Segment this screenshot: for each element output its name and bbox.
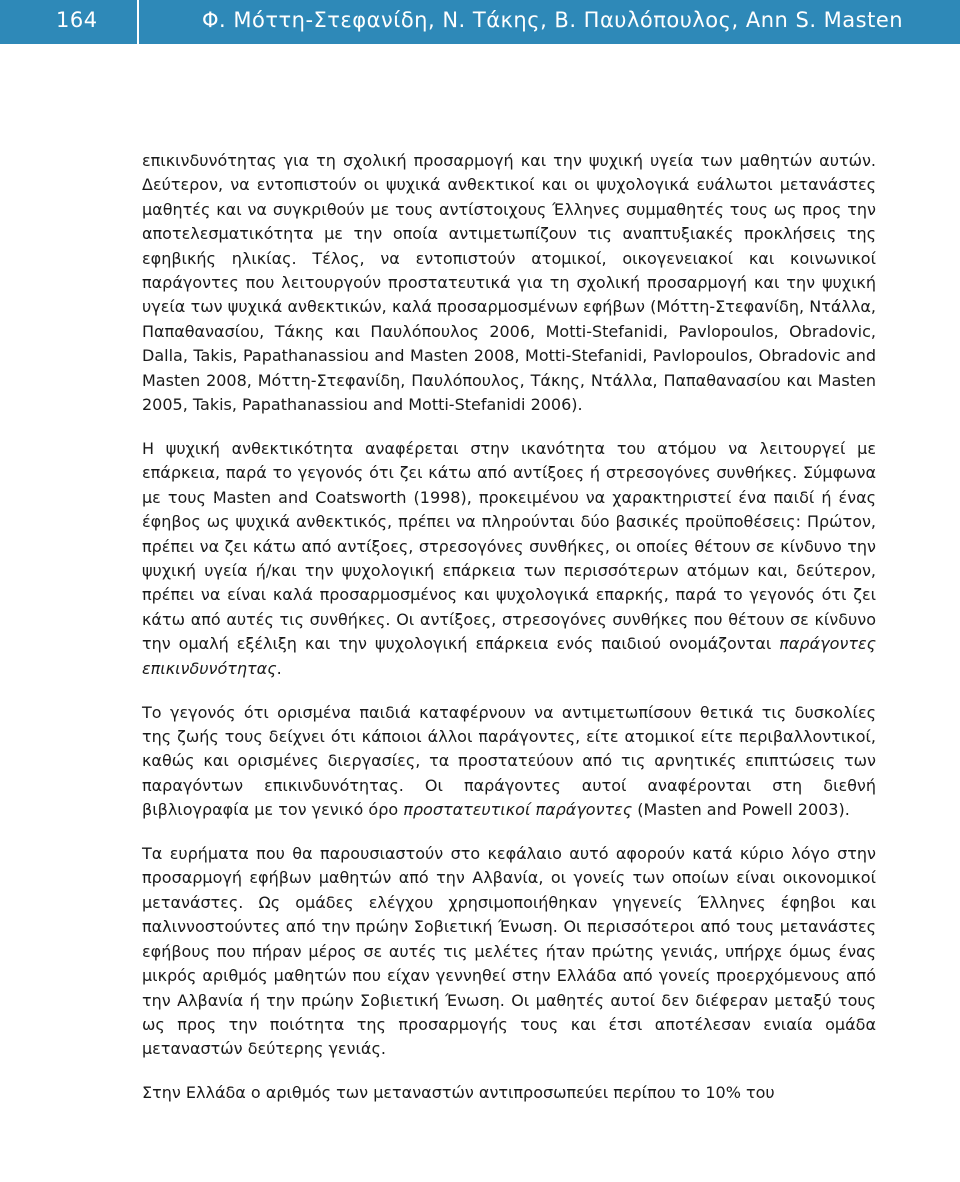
paragraph-3-emphasis: προστατευτικοί παράγοντες	[403, 800, 633, 820]
paragraph-2-emphasis: παράγοντες επικινδυνότητας	[142, 634, 876, 678]
page-header	[0, 0, 960, 44]
paragraph-2	[142, 437, 876, 681]
paragraph-2-text: Η ψυχική ανθεκτικότητα αναφέρεται στην ικανότητα του ατόμου να λειτουργεί με επάρκεια, παρά το γεγονός ότι ζει κάτω από αντίξοες ή στρεσογόνες συνθήκες. Σύμφωνα με τους Masten and Coatsworth (1998), προκειμένου να χαρακτηριστεί ένα παιδί ή ένας έφηβος ως ψυχικά ανθεκτικός, πρέπει να πληρούνται δύο βασικές προϋποθέσεις: Πρώτον, πρέπει να ζει κάτω από αντίξοες, στρεσογόνες συνθήκες, οι οποίες θέτουν σε κίνδυνο την ψυχική υγεία ή/και την ψυχολογική επάρκεια των περισσότερων ατόμων και, δεύτερον, πρέπει να είναι καλά προσαρμοσμένος και ψυχολογικά επαρκής, παρά το γεγονός ότι ζει κάτω από αυτές τις συνθήκες. Οι αντίξοες, στρεσογόνες συνθήκες που θέτουν σε κίνδυνο την ομαλή εξέλιξη και την ψυχολογική επάρκεια ενός παιδιού ονομάζονται	[142, 438, 876, 654]
paragraph-3-end: (Masten and Powell 2003).	[632, 800, 850, 820]
paragraph-3-text: Το γεγονός ότι ορισμένα παιδιά καταφέρνουν να αντιμετωπίσουν θετικά τις δυσκολίες της ζωής τους δείχνει ότι κάποιοι άλλοι παράγοντες, είτε ατομικοί είτε περιβαλλοντικοί, καθώς και ορισμένες διεργασίες, τα προστατεύουν από τις αρνητικές επιπτώσεις των παραγόντων επικινδυνότητας. Οι παράγοντες αυτοί αναφέρονται στη διεθνή βιβλιογραφία με τον γενικό όρο	[142, 702, 876, 820]
paragraph-4-text: Τα ευρήματα που θα παρουσιαστούν στο κεφάλαιο αυτό αφορούν κατά κύριο λόγο στην προσαρμογή εφήβων μαθητών από την Αλβανία, οι γονείς των οποίων είναι οικονομικοί μετανάστες. Ως ομάδες ελέγχου χρησιμοποιήθηκαν γηγενείς Έλληνες έφηβοι και παλιννοστούντες από την πρώην Σοβιετική Ένωση. Οι περισσότεροι από τους μετανάστες εφήβους που πήραν μέρος σε αυτές τις μελέτες ήταν πρώτης γενιάς, υπήρχε όμως ένας μικρός αριθμός μαθητών που είχαν γεννηθεί στην Ελλάδα από γονείς προερχόμενους από την Αλβανία ή την πρώην Σοβιετική Ένωση. Οι μαθητές αυτοί δεν διέφεραν μεταξύ τους ως προς την ποιότητα της προσαρμογής τους και έτσι αποτέλεσαν ενιαία ομάδα μεταναστών δεύτερης γενιάς.	[142, 844, 876, 1059]
running-head: Φ. Μόττη-Στεφανίδη, Ν. Τάκης, Β. Παυλόπουλος, Ann S. Masten	[202, 8, 904, 32]
paragraph-3	[142, 701, 876, 823]
paragraph-1-text: επικινδυνότητας για τη σχολική προσαρμογή και την ψυχική υγεία των μαθητών αυτών. Δεύτερον, να εντοπιστούν οι ψυχικά ανθεκτικοί και οι ψυχολογικά ευάλωτοι μετανάστες μαθητές και να συγκριθούν με τους αντίστοιχους Έλληνες συμμαθητές τους ως προς την αποτελεσματικότητα με την οποία αντιμετωπίζουν τις αναπτυξιακές προκλήσεις της εφηβικής ηλικίας. Τέλος, να εντοπιστούν ατομικοί, οικογενειακοί και κοινωνικοί παράγοντες που λειτουργούν προστατευτικά για τη σχολική προσαρμογή και την ψυχική υγεία των ψυχικά ανθεκτικών, καλά προσαρμοσμένων εφήβων (Μόττη-Στεφανίδη, Ντάλλα, Παπαθανασίου, Τάκης και Παυλόπουλος 2006, Motti-Stefanidi, Pavlopoulos, Obradovic, Dalla, Takis, Papathanassiou and Masten 2008, Motti-Stefanidi, Pavlopoulos, Obradovic and Masten 2008, Μόττη-Στεφανίδη, Παυλόπουλος, Τάκης, Ντάλλα, Παπαθανασίου και Masten 2005, Takis, Papathanassiou and Motti-Stefanidi 2006).	[142, 151, 876, 415]
paragraph-5-text: Στην Ελλάδα ο αριθμός των μεταναστών αντιπροσωπεύει περίπου το 10% του	[142, 1083, 775, 1103]
paragraph-2-end: .	[276, 658, 282, 678]
page-number: 164	[56, 8, 98, 32]
header-divider	[137, 0, 139, 44]
body-text	[142, 149, 876, 1106]
paragraph-4	[142, 842, 876, 1062]
paragraph-1	[142, 149, 876, 417]
paragraph-5	[142, 1081, 876, 1105]
